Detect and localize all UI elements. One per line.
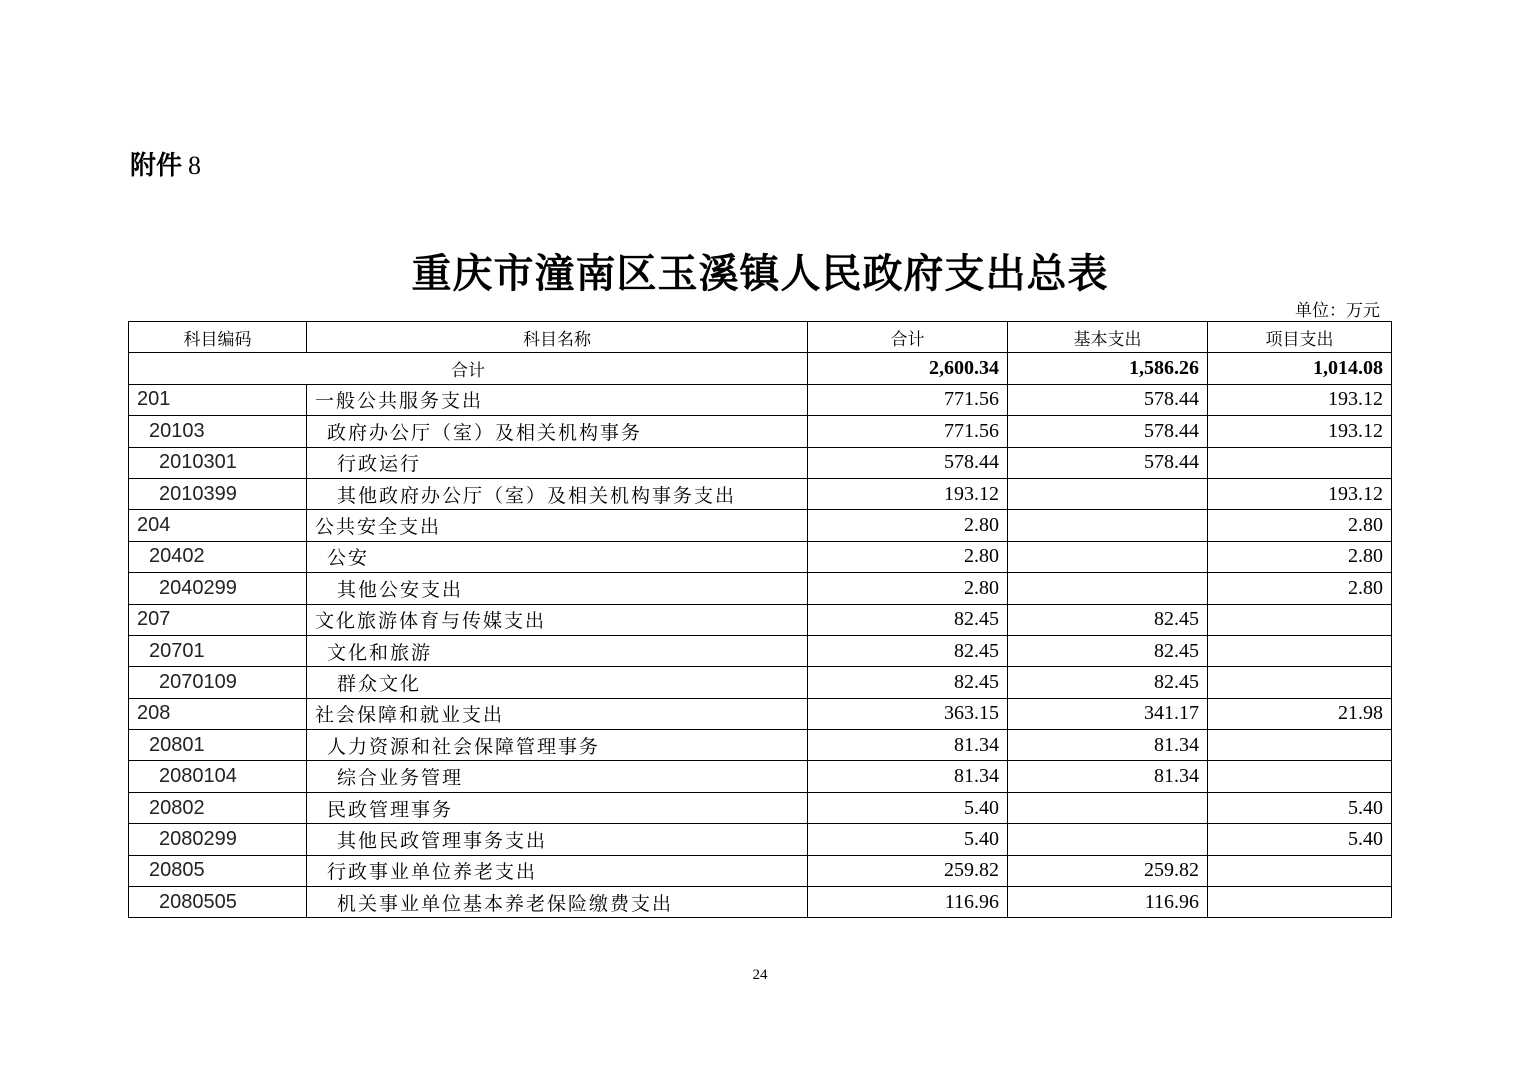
- total-basic: 1,586.26: [1008, 353, 1208, 384]
- row-code: 201: [129, 384, 307, 415]
- header-basic: 基本支出: [1008, 322, 1208, 353]
- row-code: 20805: [129, 855, 307, 886]
- table-row: [129, 855, 1392, 886]
- row-total: 2.80: [808, 573, 1008, 604]
- row-basic: 81.34: [1008, 761, 1208, 792]
- row-project: [1208, 855, 1392, 886]
- row-project: [1208, 887, 1392, 918]
- row-project: [1208, 761, 1392, 792]
- table-row: [129, 447, 1392, 478]
- row-name: 文化旅游体育与传媒支出: [307, 604, 808, 635]
- attachment-label: [130, 145, 201, 182]
- table-header-row: [129, 322, 1392, 353]
- row-name: 公共安全支出: [307, 510, 808, 541]
- row-basic: 578.44: [1008, 384, 1208, 415]
- row-name: 社会保障和就业支出: [307, 698, 808, 729]
- row-code: 2010399: [129, 478, 307, 509]
- row-total: 578.44: [808, 447, 1008, 478]
- table-row: [129, 667, 1392, 698]
- row-project: 2.80: [1208, 573, 1392, 604]
- row-basic: 81.34: [1008, 730, 1208, 761]
- row-code: 2080299: [129, 824, 307, 855]
- row-code: 2070109: [129, 667, 307, 698]
- table-row: [129, 635, 1392, 666]
- page-number: 24: [752, 967, 768, 983]
- row-total: 82.45: [808, 667, 1008, 698]
- row-code: 204: [129, 510, 307, 541]
- row-total: 259.82: [808, 855, 1008, 886]
- table-row: [129, 792, 1392, 823]
- row-basic: 578.44: [1008, 416, 1208, 447]
- row-basic: 82.45: [1008, 667, 1208, 698]
- row-total: 2.80: [808, 510, 1008, 541]
- row-name: 机关事业单位基本养老保险缴费支出: [307, 887, 808, 918]
- table-row: [129, 887, 1392, 918]
- row-total: 82.45: [808, 635, 1008, 666]
- row-code: 20801: [129, 730, 307, 761]
- row-basic: 82.45: [1008, 635, 1208, 666]
- row-basic: [1008, 510, 1208, 541]
- total-row: [129, 353, 1392, 384]
- row-total: 771.56: [808, 384, 1008, 415]
- row-name: 一般公共服务支出: [307, 384, 808, 415]
- header-name: 科目名称: [307, 322, 808, 353]
- row-name: 行政运行: [307, 447, 808, 478]
- row-total: 116.96: [808, 887, 1008, 918]
- expenditure-table: [128, 321, 1392, 918]
- row-code: 20701: [129, 635, 307, 666]
- row-name: 文化和旅游: [307, 635, 808, 666]
- row-basic: [1008, 824, 1208, 855]
- row-total: 81.34: [808, 761, 1008, 792]
- table-row: [129, 604, 1392, 635]
- row-project: 5.40: [1208, 824, 1392, 855]
- unit-label: 单位：万元: [1295, 301, 1380, 321]
- row-code: 2080505: [129, 887, 307, 918]
- row-total: 82.45: [808, 604, 1008, 635]
- header-project: 项目支出: [1208, 322, 1392, 353]
- table-row: [129, 384, 1392, 415]
- row-name: 其他公安支出: [307, 573, 808, 604]
- table-row: [129, 698, 1392, 729]
- row-basic: 259.82: [1008, 855, 1208, 886]
- row-basic: [1008, 573, 1208, 604]
- row-project: [1208, 447, 1392, 478]
- attachment-number: 8: [188, 151, 202, 180]
- row-total: 5.40: [808, 792, 1008, 823]
- table-row: [129, 730, 1392, 761]
- row-code: 20402: [129, 541, 307, 572]
- row-name: 群众文化: [307, 667, 808, 698]
- header-total: 合计: [808, 322, 1008, 353]
- row-name: 政府办公厅（室）及相关机构事务: [307, 416, 808, 447]
- row-name: 公安: [307, 541, 808, 572]
- table-row: [129, 541, 1392, 572]
- total-project: 1,014.08: [1208, 353, 1392, 384]
- row-name: 其他民政管理事务支出: [307, 824, 808, 855]
- row-code: 208: [129, 698, 307, 729]
- row-total: 2.80: [808, 541, 1008, 572]
- row-name: 其他政府办公厅（室）及相关机构事务支出: [307, 478, 808, 509]
- row-name: 民政管理事务: [307, 792, 808, 823]
- row-project: 193.12: [1208, 416, 1392, 447]
- table-row: [129, 824, 1392, 855]
- total-amount: 2,600.34: [808, 353, 1008, 384]
- row-basic: [1008, 792, 1208, 823]
- table-row: [129, 416, 1392, 447]
- row-total: 363.15: [808, 698, 1008, 729]
- row-code: 2010301: [129, 447, 307, 478]
- row-basic: [1008, 478, 1208, 509]
- table-row: [129, 510, 1392, 541]
- row-code: 20103: [129, 416, 307, 447]
- row-basic: [1008, 541, 1208, 572]
- row-project: 2.80: [1208, 541, 1392, 572]
- row-project: 5.40: [1208, 792, 1392, 823]
- total-label: 合计: [129, 353, 808, 384]
- row-name: 行政事业单位养老支出: [307, 855, 808, 886]
- row-project: [1208, 635, 1392, 666]
- row-code: 2040299: [129, 573, 307, 604]
- row-basic: 116.96: [1008, 887, 1208, 918]
- table-row: [129, 573, 1392, 604]
- row-name: 综合业务管理: [307, 761, 808, 792]
- row-project: [1208, 730, 1392, 761]
- row-code: 20802: [129, 792, 307, 823]
- row-total: 193.12: [808, 478, 1008, 509]
- row-project: [1208, 604, 1392, 635]
- row-project: 2.80: [1208, 510, 1392, 541]
- table-row: [129, 761, 1392, 792]
- row-total: 771.56: [808, 416, 1008, 447]
- row-basic: 82.45: [1008, 604, 1208, 635]
- attachment-text: 附件: [130, 151, 183, 181]
- row-code: 207: [129, 604, 307, 635]
- row-total: 5.40: [808, 824, 1008, 855]
- row-name: 人力资源和社会保障管理事务: [307, 730, 808, 761]
- row-project: 193.12: [1208, 478, 1392, 509]
- row-basic: 578.44: [1008, 447, 1208, 478]
- header-code: 科目编码: [129, 322, 307, 353]
- row-code: 2080104: [129, 761, 307, 792]
- row-project: 193.12: [1208, 384, 1392, 415]
- row-project: [1208, 667, 1392, 698]
- row-project: 21.98: [1208, 698, 1392, 729]
- table-row: [129, 478, 1392, 509]
- page-title: 重庆市潼南区玉溪镇人民政府支出总表: [411, 251, 1109, 297]
- row-basic: 341.17: [1008, 698, 1208, 729]
- row-total: 81.34: [808, 730, 1008, 761]
